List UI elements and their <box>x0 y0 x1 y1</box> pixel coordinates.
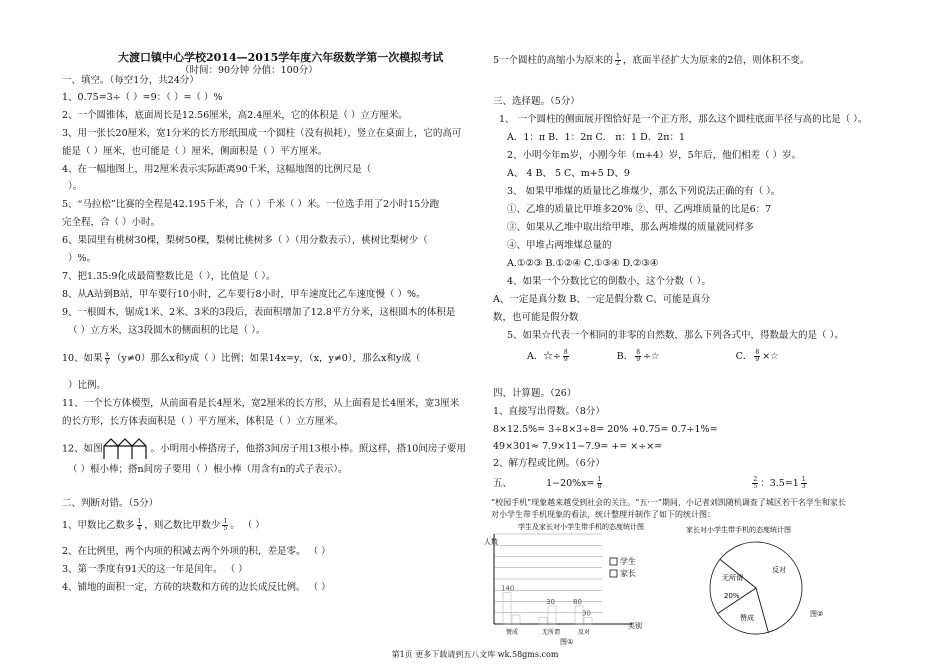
fill-q10-prefix: 10、如果 <box>62 353 103 364</box>
choice-q1-options: A．1：π B．1：2π C． π：1 D．2π：1 <box>507 132 686 143</box>
fraction-one-fifth: $\frac{1}{5}$ <box>223 518 228 532</box>
calc-q1: 1、直接写出得数。（8分） <box>493 406 605 417</box>
fill-q11-cont: 的长方形，长方体表面积是（ ）平方厘米，体积是（ ）立方厘米。 <box>62 416 344 427</box>
bar-家长-反对 <box>584 617 592 624</box>
choice-q5: 5、如果☆代表一个相同的非零的自然数，那么下列各式中，得数最大的是（ ）。 <box>507 330 844 341</box>
choice-q5-c-op: ×☆ <box>762 351 779 362</box>
bar-chart <box>480 520 660 648</box>
pie-chart-title: 家长对小学生带手机的态度统计图 <box>686 526 791 534</box>
pie-label: 赞成 <box>740 614 754 622</box>
fill-q2: 2、一个圆锥体，底面周长是12.56厘米，高2.4厘米，它的体积是（ ）立方厘米。 <box>62 110 408 121</box>
choice-q1: 1、 一个圆柱的侧面展开图恰好是一个正方形，那么这个圆柱底面半径与高的比是（ ）。 <box>499 114 868 125</box>
fill-section-heading: 一、填空。（每空1分，共24分） <box>62 75 199 86</box>
choice-q3: 3、 如果甲堆煤的质量比乙堆煤少，那么下列说法正确的有（ ）。 <box>507 186 781 197</box>
calc-row2: 49×301≈ 7.9×11−7.9= += ×÷×= <box>493 441 663 452</box>
equation-row <box>493 477 809 490</box>
judge-q5-part2: ，底面半径扩大为原来的2倍，则体积不变。 <box>622 55 810 66</box>
judge-section-heading: 二、判断对错。（5分） <box>62 498 159 509</box>
pie-label: 无所谓 <box>722 574 743 582</box>
choice-q2: 2、小明今年m岁，小刚今年（m+4）岁，5年后，他们相差（ ）岁。 <box>507 150 802 161</box>
bar-chart-data-label: 80 <box>573 598 582 606</box>
fill-q4: 4、在一幅地图上，用2厘米表示实际距离90千米，这幅地图的比例尺是（ <box>62 164 372 175</box>
fraction-one-fourth: $\frac{1}{4}$ <box>137 518 142 532</box>
fill-q3-cont: 能是（ ）厘米，也可能是（ ）厘米，侧面积是（ ）平方厘米。 <box>62 146 328 157</box>
fill-q6: 6、果园里有桃树30棵，梨树50棵，梨树比桃树多（ ）（用分数表示），桃树比梨树少（ <box>62 235 428 246</box>
choice-q4-options-cont: 数，也可能是假分数 <box>493 312 579 323</box>
bar-学生-无所谓 <box>539 617 547 624</box>
fill-q12-cont: （ ）根小棒；搭n间房子要用（ ）根小棒（用含有n的式子表示）。 <box>68 464 348 475</box>
choice-q3-item3: ③、如果从乙堆中取出给甲堆，那么两堆煤的质量就同样多 <box>507 222 755 233</box>
fill-q1: 1、0.75=3÷（ ）=9：（ ）=（ ）% <box>62 92 223 103</box>
fraction-one-half: $\frac{1}{2}$ <box>616 53 620 67</box>
pie-chart-caption: 图② <box>810 610 824 618</box>
bar-chart-title: 学生及家长对小学生带手机的态度统计图 <box>518 523 644 531</box>
choice-q3-item4: ④、甲堆占两堆煤总量的 <box>507 240 612 251</box>
page-footer: 第1页 更多下载请到五八文库 wk.58gms.com <box>391 650 559 659</box>
fill-q12 <box>62 438 466 460</box>
legend-swatch-学生 <box>610 558 617 565</box>
choice-q4: 4、如果一个分数比它的倒数小，这个分数（ ）。 <box>507 276 711 287</box>
choice-q5-a: A．☆÷ <box>527 351 561 362</box>
bar-chart-data-label: 30 <box>546 598 555 606</box>
judge-q1-part1: 1、甲数比乙数多 <box>62 520 135 531</box>
judge-q1 <box>62 519 265 532</box>
pie-label: 反对 <box>772 566 786 574</box>
fill-q12-prefix: 12、如图 <box>62 443 103 455</box>
bar-chart-xlabel: 类别 <box>628 622 642 630</box>
fraction-x-over-y: $\frac{x}{y}$ <box>105 351 109 365</box>
judge-q1-part2: ，则乙数比甲数少 <box>144 520 221 531</box>
fill-q5: 5、“马拉松”比赛的全程是42.195千米，合（ ）千米（ ）米。一位选手用了2小时15分跑 <box>62 199 440 210</box>
fraction-two-fifths: $\frac{2}{5}$ <box>753 476 758 490</box>
bar-学生-赞成 <box>503 593 511 625</box>
fill-q10-cont: ）比例。 <box>68 380 107 391</box>
choice-q2-options: A、 4 B、 5 C、m+5 D、9 <box>507 168 630 179</box>
fraction-one-third: $\frac{1}{3}$ <box>801 476 806 490</box>
choice-q3-options: A.①②③ B.①②④ C.①③④ D.②③④ <box>507 258 659 269</box>
exam-title: 大渡口镇中心学校2014—2015学年度六年级数学第一次模拟考试 <box>118 51 444 64</box>
pie-label: 20% <box>724 592 740 600</box>
choice-section-heading: 三、选择题。（5分） <box>493 96 580 107</box>
bar-chart-data-label: 30 <box>582 609 591 618</box>
fill-q11: 11、一个长方体模型，从前面看是长4厘米，宽2厘米的长方形，从上面看是长4厘米，宽3厘米 <box>62 398 460 409</box>
fill-q9-cont: （ ）立方米，这3段圆木的侧面积的比是（ ）。 <box>68 325 266 336</box>
bar-chart-category-label: 赞成 <box>506 629 519 636</box>
calc-q2: 2、解方程或比例。（6分） <box>493 458 605 469</box>
fill-q3: 3、用一张长20厘米，宽1分米的长方形纸围成一个圆柱（没有损耗），竖立在桌面上，它的高可 <box>62 128 462 139</box>
house-sticks-figure <box>103 438 151 460</box>
fraction-eight-ninths-a: $\frac{8}{9}$ <box>563 349 568 363</box>
choice-q3-item1: ①、乙堆的质量比甲堆多20% ②、甲、乙两堆质量的比是6：7 <box>507 204 772 215</box>
fill-q12-body: 。小明用小棒搭房子，他搭3间房子用13根小棒。照这样，搭10间房子要用 <box>150 443 466 455</box>
choice-q5-c: C． <box>735 351 753 362</box>
survey-intro: “校园手机”现象越来越受到社会的关注。“五·一”期间，小记者刘凯随机调查了城区若干名学生和家长 <box>491 498 846 507</box>
bar-家长-赞成 <box>512 615 520 624</box>
legend-swatch-家长 <box>610 570 617 577</box>
fraction-one-eighth: $\frac{1}{8}$ <box>597 476 602 490</box>
fraction-eight-ninths-c: $\frac{8}{9}$ <box>755 349 760 363</box>
equation-left: 1−20%x= <box>546 478 595 489</box>
judge-q3: 3、第一季度有91天的这一年是闰年。 （ ） <box>62 564 248 575</box>
legend-label-家长: 家长 <box>620 569 636 578</box>
fill-q10-body: （y≠0）那么x和y成（ ）比例；如果14x=y，（x，y≠0），那么x和y成（ <box>111 353 421 364</box>
fill-q6-cont: ）%。 <box>68 253 97 264</box>
fraction-eight-ninths-b: $\frac{8}{9}$ <box>636 349 641 363</box>
calc-section-heading: 四、计算题。（26） <box>493 388 577 399</box>
fill-q10 <box>62 352 420 365</box>
judge-q5-part1: 5一个圆柱的高缩小为原来的 <box>493 55 614 66</box>
judge-q2: 2、在比例里，两个内项的积减去两个外项的积，差是零。 （ ） <box>62 546 331 557</box>
exam-subtitle: （时间：90分钟 分值：100分） <box>180 65 318 76</box>
fill-q9: 9、一根圆木，锯成1米、2米、3米的3段后，表面积增加了12.8平方分米，这根圆木的体积是 <box>62 307 456 318</box>
equation-right: ：3.5=1 <box>760 478 799 489</box>
fill-q8: 8、从A站到B站，甲车要行10小时，乙车要行8小时，甲车速度比乙车速度慢（ ）%。 <box>62 289 426 300</box>
fill-q5-cont: 完全程，合（ ）小时。 <box>62 217 161 228</box>
bar-chart-category-label: 反对 <box>578 629 591 636</box>
judge-q4: 4、铺地的面积一定，方砖的块数和方砖的边长成反比例。 （ ） <box>62 582 331 593</box>
bar-chart-ylabel: 人数 <box>484 538 498 546</box>
judge-q1-part3: 。 （ ） <box>230 520 265 531</box>
bar-chart-data-label: 140 <box>501 584 515 593</box>
bar-chart-caption: 图① <box>560 638 574 646</box>
choice-q5-options <box>527 350 779 363</box>
survey-intro-cont: 对小学生带手机现象的看法，统计整理并制作了如下的统计图： <box>491 510 715 519</box>
fill-q7: 7、把1.35:9化成最简整数比是（ ），比值是（ ）。 <box>62 271 276 282</box>
section-five-label: 五、 <box>493 478 513 489</box>
judge-q5 <box>493 54 809 67</box>
choice-q4-options: A、一定是真分数 B、一定是假分数 C、可能是真分 <box>493 294 711 305</box>
bar-家长-无所谓 <box>548 606 556 624</box>
choice-q5-b-op: ÷☆ <box>643 351 660 362</box>
bar-chart-category-label: 无所谓 <box>542 629 561 636</box>
calc-row1: 8×12.5%= 3÷8×3÷8= 20% +0.75= 0.7÷1%= <box>493 424 718 435</box>
legend-label-学生: 学生 <box>620 557 636 566</box>
pie-chart <box>680 524 840 648</box>
fill-q4-cont: ）。 <box>68 181 83 192</box>
choice-q5-b: B． <box>616 351 634 362</box>
